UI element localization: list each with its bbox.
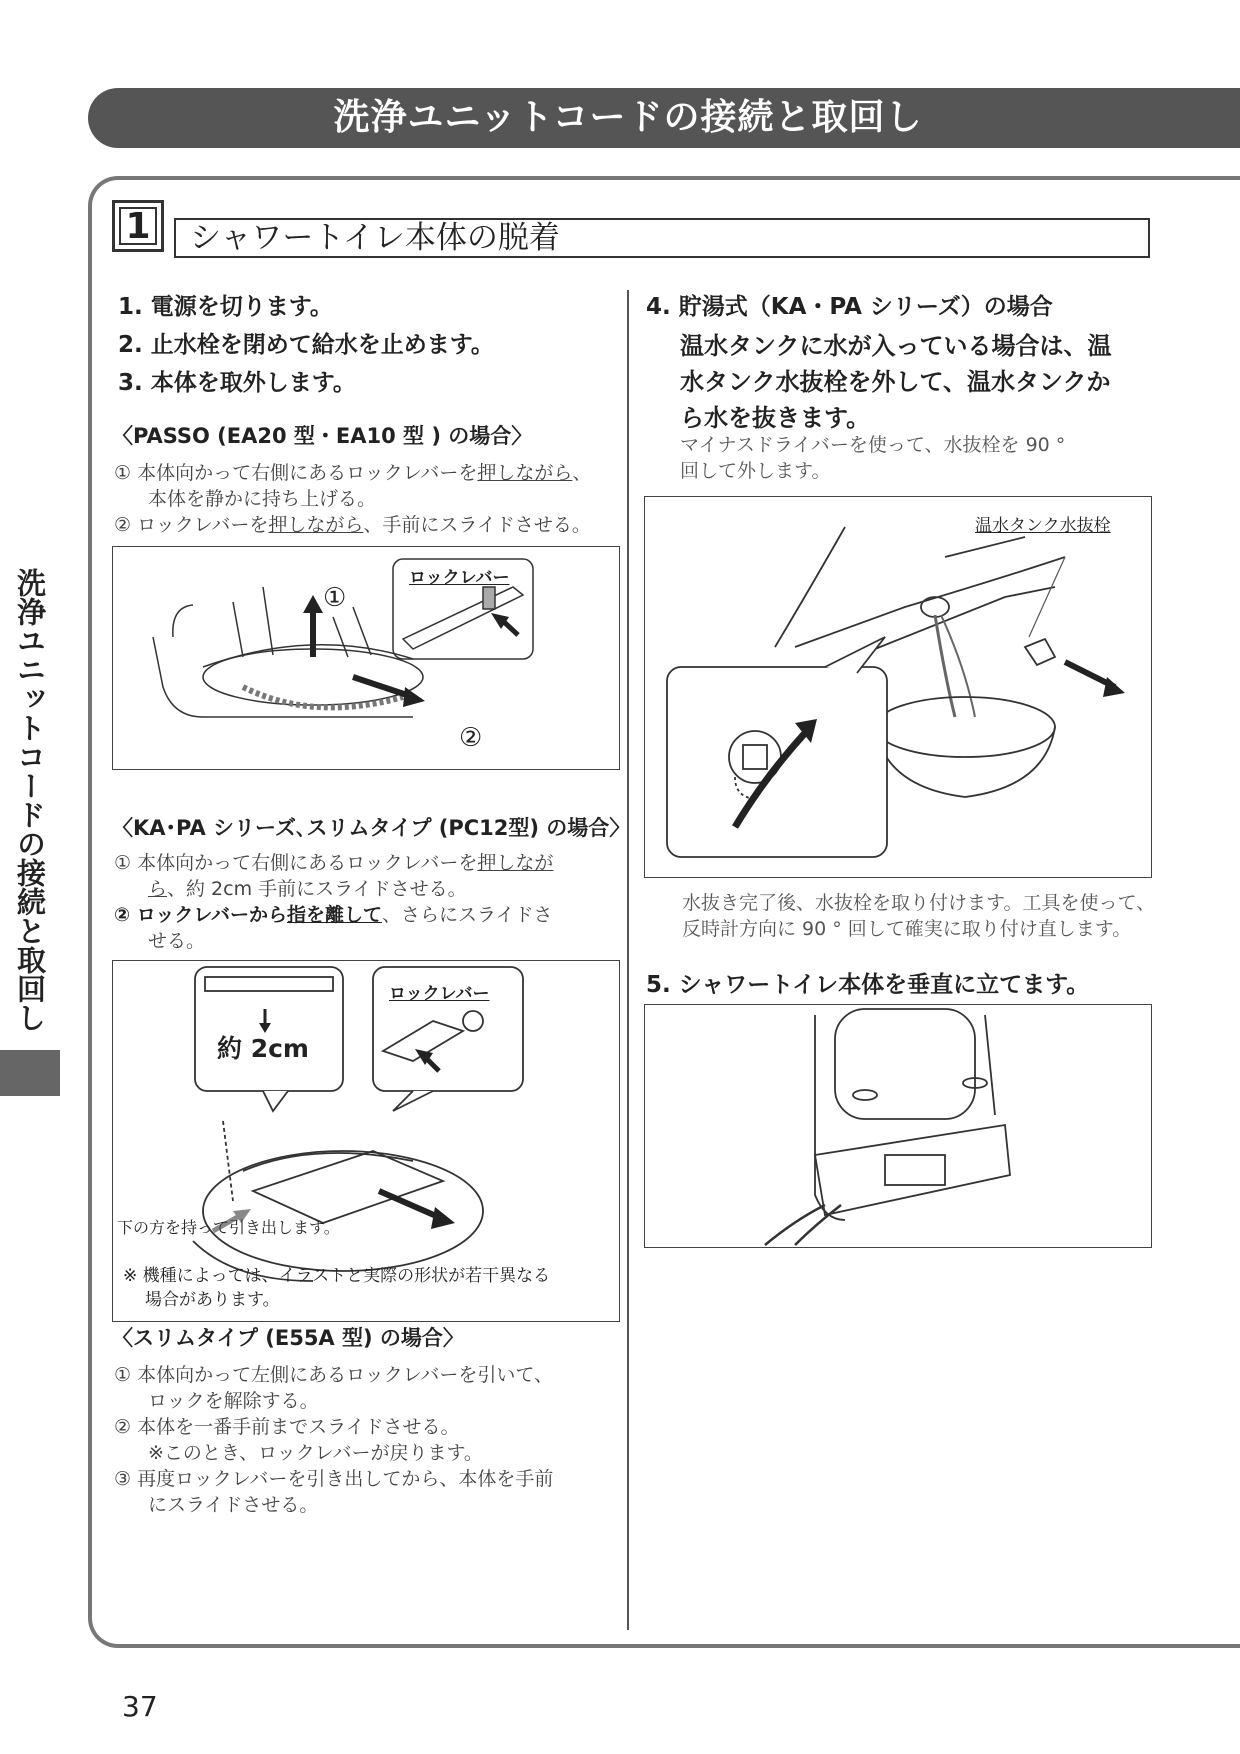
step-2: 2. 止水栓を閉めて給水を止めます。	[118, 332, 494, 358]
after-drain-note-2: 反時計方向に 90 ° 回して確実に取り付け直します。	[682, 918, 1132, 940]
figure-drain-plug	[644, 496, 1152, 878]
kapa-item-2: ② ロックレバーから指を離して、さらにスライドさ	[114, 904, 553, 926]
marker-1: ①	[323, 583, 347, 613]
slide-arrow	[403, 687, 425, 707]
slim-line-2: ロックを解除する。	[148, 1390, 319, 1412]
kapa-lock-lever-label: ロックレバー	[389, 984, 490, 1004]
passo-item-2: ② ロックレバーを押しながら、手前にスライドさせる。	[114, 514, 591, 536]
slim-line-5: ③ 再度ロックレバーを引き出してから、本体を手前	[114, 1468, 554, 1490]
slim-line-3: ② 本体を一番手前までスライドさせる。	[114, 1416, 460, 1438]
after-drain-note-1: 水抜き完了後、水抜栓を取り付けます。工具を使って、	[682, 892, 1156, 914]
step-1: 1. 電源を切ります。	[118, 294, 333, 320]
slim-line-6: にスライドさせる。	[148, 1494, 319, 1516]
distance-label: 約 2cm	[217, 1034, 309, 1063]
step-5-title: 5. シャワートイレ本体を垂直に立てます。	[646, 972, 1090, 998]
step-4-title: 4. 貯湯式（KA・PA シリーズ）の場合	[646, 294, 1053, 320]
passo-item-1: ① 本体向かって右側にあるロックレバーを押しながら、	[114, 462, 592, 484]
step-4-text-1: 温水タンクに水が入っている場合は、温	[680, 332, 1112, 360]
illustration-note-2: 場合があります。	[145, 1290, 280, 1310]
section-number: 1	[119, 207, 157, 245]
section-number-badge	[112, 200, 164, 252]
side-tab-text: 洗浄ユニットコードの接続と取回し	[13, 568, 47, 1032]
passo-heading: 〈PASSO (EA20 型・EA10 型 ) の場合〉	[112, 424, 533, 448]
slim-heading: 〈スリムタイプ (E55A 型) の場合〉	[112, 1326, 464, 1350]
drain-illustration	[645, 497, 1153, 879]
column-divider	[627, 290, 629, 1630]
drain-plug-label: 温水タンク水抜栓	[975, 516, 1111, 536]
lift-arrow	[303, 595, 323, 613]
step-4-text-2: 水タンク水抜栓を外して、温水タンクか	[680, 368, 1111, 396]
vertical-unit-illustration	[645, 1005, 1153, 1249]
kapa-item-2-cont: せる。	[148, 930, 206, 952]
side-tab	[0, 568, 60, 1039]
step-4-text-3: ら水を抜きます。	[680, 404, 871, 432]
lock-lever-label: ロックレバー	[409, 568, 510, 588]
passo-item-1-cont: 本体を静かに持ち上げる。	[148, 488, 377, 510]
section-title: シャワートイレ本体の脱着	[174, 218, 1150, 258]
side-tab-marker	[0, 1050, 60, 1096]
kapa-item-1: ① 本体向かって右側にあるロックレバーを押しなが	[114, 852, 554, 874]
passo-illustration	[113, 547, 621, 771]
page-number: 37	[122, 1690, 158, 1723]
slim-line-1: ① 本体向かって左側にあるロックレバーを引いて、	[114, 1364, 553, 1386]
kapa-heading: 〈KA･PA シリーズ､スリムタイプ (PC12型) の場合〉	[112, 816, 631, 840]
page-title: 洗浄ユニットコードの接続と取回し	[333, 97, 923, 138]
pull-arrow	[431, 1207, 455, 1229]
hold-label: 下の方を持って引き出します。	[117, 1218, 340, 1237]
slim-line-4: ※このとき、ロックレバーが戻ります。	[148, 1442, 483, 1464]
step-4-note-1: マイナスドライバーを使って、水抜栓を 90 °	[680, 434, 1066, 456]
step-4-note-2: 回して外します。	[680, 460, 831, 482]
step-3: 3. 本体を取外します。	[118, 370, 356, 396]
figure-kapa-removal	[112, 960, 620, 1322]
illustration-note-1: ※ 機種によっては、イラストと実際の形状が若干異なる	[123, 1266, 551, 1286]
figure-unit-vertical	[644, 1004, 1152, 1248]
kapa-item-1-cont: ら、約 2cm 手前にスライドさせる。	[148, 878, 467, 900]
marker-2: ②	[459, 723, 483, 753]
figure-passo-removal	[112, 546, 620, 770]
